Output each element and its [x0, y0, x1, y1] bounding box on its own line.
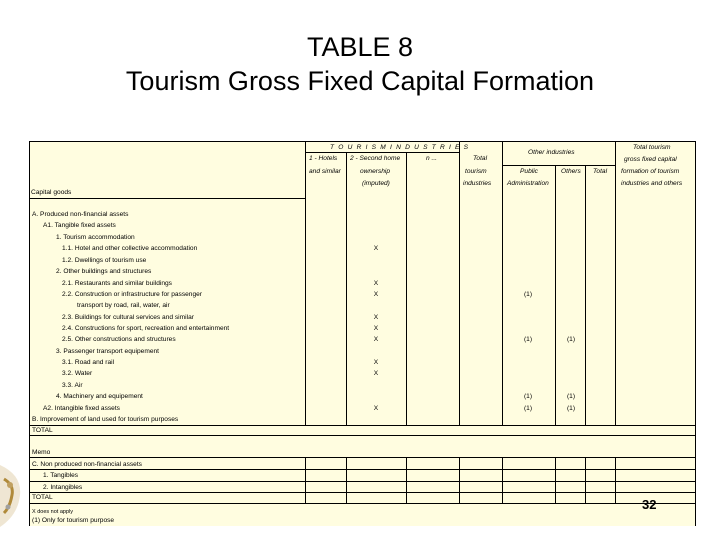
- row-label: 2.5. Other constructions and structures: [62, 336, 176, 343]
- header-others: Others: [561, 168, 581, 175]
- note-mark: (1): [566, 336, 576, 343]
- header-second-home-line3: (imputed): [362, 180, 390, 187]
- page-number: 32: [642, 497, 657, 512]
- row-label: 2.3. Buildings for cultural services and similar: [62, 314, 194, 321]
- header-grand-line4: industries and others: [621, 180, 683, 187]
- x-mark: X: [373, 336, 379, 343]
- x-mark: X: [373, 405, 379, 412]
- header-tourism-industries: T O U R I S M I N D U S T R I E S: [330, 144, 470, 151]
- row-label: A2. Intangible fixed assets: [43, 405, 120, 412]
- page-title-line2: Tourism Gross Fixed Capital Formation: [125, 66, 595, 96]
- header-grand-line3: formation of tourism: [621, 168, 680, 175]
- header-total-line1: Total: [473, 155, 488, 162]
- memo-c-row: C. Non produced non-financial assets: [32, 461, 142, 468]
- row-label: 1.1. Hotel and other collective accommodation: [62, 245, 198, 252]
- header-grand-line2: gross fixed capital: [624, 156, 677, 163]
- memo-label: Memo: [32, 449, 51, 456]
- x-mark: X: [373, 359, 379, 366]
- row-label: 3.1. Road and rail: [62, 359, 115, 366]
- page-title-line1: TABLE 8: [306, 32, 414, 62]
- note-mark: (1): [566, 405, 576, 412]
- header-public-line2: Administration: [507, 180, 549, 187]
- row-label: transport by road, rail, water, air: [77, 302, 170, 309]
- total-row-label: TOTAL: [32, 427, 53, 434]
- note-mark: (1): [566, 393, 576, 400]
- row-label: 3.2. Water: [62, 370, 93, 377]
- header-second-home-line1: 2 - Second home: [350, 155, 401, 162]
- x-mark: X: [373, 325, 379, 332]
- header-total-line2: tourism: [465, 168, 487, 175]
- note-mark: (1): [523, 291, 533, 298]
- footnote-x: X does not apply: [32, 509, 73, 515]
- row-label: 2.2. Construction or infrastructure for passenger: [62, 291, 203, 298]
- note-mark: (1): [523, 405, 533, 412]
- header-hotels-line2: and similar: [309, 168, 341, 175]
- note-mark: (1): [523, 393, 533, 400]
- row-label: 2.4. Constructions for sport, recreation and entertainment: [62, 325, 230, 332]
- footnote-1: (1) Only for tourism purpose: [32, 517, 115, 524]
- memo-intangibles: 2. Intangibles: [43, 484, 83, 491]
- header-hotels-line1: 1 - Hotels: [309, 155, 338, 162]
- x-mark: X: [373, 370, 379, 377]
- header-other-total: Total: [593, 168, 608, 175]
- logo-icon: [0, 455, 40, 535]
- memo-total: TOTAL: [32, 494, 53, 501]
- row-label: 1.2. Dwellings of tourism use: [62, 257, 147, 264]
- row-label: A. Produced non-financial assets: [32, 211, 129, 218]
- header-grand-line1: Total tourism: [633, 144, 671, 151]
- x-mark: X: [373, 291, 379, 298]
- x-mark: X: [373, 314, 379, 321]
- row-label: A1. Tangible fixed assets: [43, 222, 116, 229]
- note-mark: (1): [523, 336, 533, 343]
- row-label: 4. Machinery and equipement: [56, 393, 143, 400]
- header-n-col: n ...: [426, 155, 437, 162]
- row-label: 1. Tourism accommodation: [56, 234, 135, 241]
- row-label: 3.3. Air: [62, 382, 83, 389]
- row-label: 3. Passenger transport equipement: [56, 348, 159, 355]
- header-public-line1: Public: [520, 168, 538, 175]
- memo-tangibles: 1. Tangibles: [43, 472, 79, 479]
- x-mark: X: [373, 280, 379, 287]
- row-label: 2. Other buildings and structures: [56, 268, 152, 275]
- x-mark: X: [373, 245, 379, 252]
- capital-goods-label: Capital goods: [31, 189, 72, 196]
- row-label: 2.1. Restaurants and similar buildings: [62, 280, 172, 287]
- row-label: B. Improvement of land used for tourism purposes: [32, 416, 179, 423]
- header-total-line3: industries: [463, 180, 492, 187]
- header-other-industries: Other industries: [528, 149, 575, 156]
- header-second-home-line2: ownership: [360, 168, 391, 175]
